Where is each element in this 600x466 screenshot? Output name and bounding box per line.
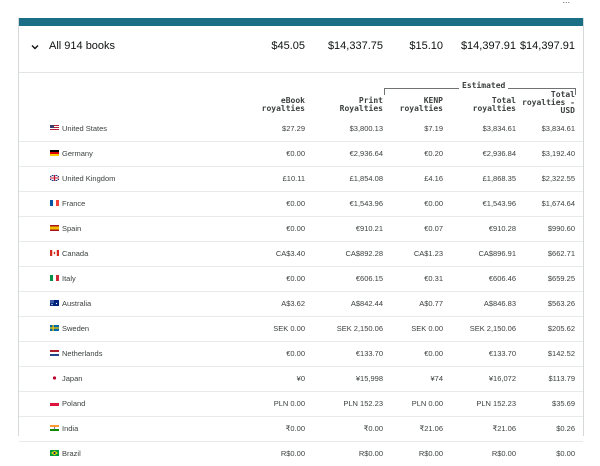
- print-cell: PLN 152.23: [343, 399, 383, 408]
- print-cell: ¥15,998: [355, 374, 383, 383]
- print-cell: CA$892.28: [345, 249, 383, 258]
- country-name: Spain: [62, 224, 82, 233]
- print-cell: R$0.00: [358, 449, 383, 458]
- ebook-cell: ¥0: [296, 374, 305, 383]
- usd-cell: $1,674.64: [541, 199, 575, 208]
- top-strip: [0, 0, 600, 12]
- country-name: Canada: [62, 249, 89, 258]
- table-row: [19, 217, 583, 242]
- header-print-royalties[interactable]: Print Royalties: [339, 96, 383, 113]
- kenp-cell: £4.16: [424, 174, 443, 183]
- summary-ebook-royalties: $45.05: [271, 40, 305, 52]
- chevron-down-icon[interactable]: [31, 43, 39, 51]
- usd-cell: $2,322.55: [541, 174, 575, 183]
- italy-flag-icon: [50, 275, 59, 281]
- table-row: [19, 267, 583, 292]
- total-cell: ₹21.06: [492, 424, 516, 433]
- kenp-cell: R$0.00: [418, 449, 443, 458]
- summary-total-usd: $14,397.91: [519, 40, 575, 52]
- table-row: [19, 417, 583, 442]
- country-name: Poland: [62, 399, 86, 408]
- header-ebook-royalties[interactable]: eBook royalties: [261, 96, 305, 113]
- table-row: [19, 142, 583, 167]
- ebook-cell: PLN 0.00: [273, 399, 305, 408]
- uk-flag-icon: [50, 175, 59, 181]
- canada-flag-icon: [50, 250, 59, 256]
- table-row: [19, 317, 583, 342]
- usd-cell: $990.60: [547, 224, 575, 233]
- us-flag-icon: [50, 125, 59, 131]
- summary-total-royalties: $14,397.91: [460, 40, 516, 52]
- header-total-royalties-usd[interactable]: Total royalties - USD: [522, 90, 575, 115]
- kenp-cell: $7.19: [424, 124, 443, 133]
- kenp-cell: CA$1.23: [413, 249, 443, 258]
- summary-kenp-royalties: $15.10: [409, 40, 443, 52]
- panel-accent-bar: [19, 18, 583, 26]
- table-row: [19, 292, 583, 317]
- table-row: [19, 367, 583, 392]
- total-cell: $3,834.61: [482, 124, 516, 133]
- table-row: [19, 342, 583, 367]
- kenp-cell: SEK 0.00: [411, 324, 443, 333]
- table-row: [19, 117, 583, 142]
- total-cell: CA$896.91: [478, 249, 516, 258]
- summary-title: All 914 books: [49, 40, 116, 52]
- kenp-cell: €0.00: [424, 199, 443, 208]
- country-name: Brazil: [62, 449, 81, 458]
- india-flag-icon: [50, 425, 59, 431]
- country-name: Japan: [62, 374, 83, 383]
- ebook-cell: €0.00: [286, 349, 305, 358]
- ebook-cell: R$0.00: [280, 449, 305, 458]
- country-name: India: [62, 424, 79, 433]
- ebook-cell: SEK 0.00: [273, 324, 305, 333]
- poland-flag-icon: [50, 400, 59, 406]
- france-flag-icon: [50, 200, 59, 206]
- country-name: Netherlands: [62, 349, 103, 358]
- table-row: [19, 392, 583, 417]
- ebook-cell: €0.00: [286, 199, 305, 208]
- table-row: [19, 242, 583, 267]
- estimated-label: Estimated: [459, 81, 508, 90]
- print-cell: €1,543.96: [349, 199, 383, 208]
- ebook-cell: A$3.62: [281, 299, 305, 308]
- print-cell: $3,800.13: [349, 124, 383, 133]
- table-row: [19, 192, 583, 217]
- ebook-cell: CA$3.40: [275, 249, 305, 258]
- print-cell: A$842.44: [350, 299, 383, 308]
- japan-flag-icon: [50, 375, 59, 381]
- usd-cell: $205.62: [547, 324, 575, 333]
- print-cell: €910.21: [355, 224, 383, 233]
- country-name: Germany: [62, 149, 93, 158]
- kenp-cell: €0.07: [424, 224, 443, 233]
- total-cell: R$0.00: [491, 449, 516, 458]
- country-name: France: [62, 199, 86, 208]
- total-cell: €2,936.84: [482, 149, 516, 158]
- germany-flag-icon: [50, 150, 59, 156]
- ebook-cell: €0.00: [286, 149, 305, 158]
- usd-cell: $659.25: [547, 274, 575, 283]
- usd-cell: $662.71: [547, 249, 575, 258]
- total-cell: £1,868.35: [482, 174, 516, 183]
- usd-cell: $563.26: [547, 299, 575, 308]
- ebook-cell: £10.11: [282, 174, 305, 183]
- kenp-cell: PLN 0.00: [411, 399, 443, 408]
- royalties-panel: [18, 18, 584, 458]
- table-row: [19, 167, 583, 192]
- country-name: Italy: [62, 274, 76, 283]
- total-cell: €606.46: [488, 274, 516, 283]
- usd-cell: $3,192.40: [541, 149, 575, 158]
- brazil-flag-icon: [50, 450, 59, 456]
- total-cell: €1,543.96: [482, 199, 516, 208]
- country-name: Sweden: [62, 324, 90, 333]
- total-cell: A$846.83: [483, 299, 516, 308]
- top-fragment-text: ...: [562, 0, 570, 5]
- print-cell: ₹0.00: [363, 424, 383, 433]
- ebook-cell: ₹0.00: [285, 424, 305, 433]
- total-cell: PLN 152.23: [476, 399, 516, 408]
- australia-flag-icon: [50, 300, 59, 306]
- netherlands-flag-icon: [50, 350, 59, 356]
- kenp-cell: €0.00: [424, 349, 443, 358]
- total-cell: SEK 2,150.06: [469, 324, 516, 333]
- total-cell: €910.28: [488, 224, 516, 233]
- header-kenp-royalties[interactable]: KENP royalties: [399, 96, 443, 113]
- ebook-cell: $27.29: [282, 124, 305, 133]
- usd-cell: $0.26: [556, 424, 575, 433]
- print-cell: £1,854.08: [349, 174, 383, 183]
- kenp-cell: €0.31: [424, 274, 443, 283]
- print-cell: SEK 2,150.06: [336, 324, 383, 333]
- total-cell: €133.70: [488, 349, 516, 358]
- usd-cell: $0.00: [556, 449, 575, 458]
- kenp-cell: €0.20: [424, 149, 443, 158]
- usd-cell: $113.79: [548, 374, 575, 383]
- country-name: Australia: [62, 299, 92, 308]
- usd-cell: $35.69: [552, 399, 575, 408]
- kenp-cell: A$0.77: [419, 299, 443, 308]
- kenp-cell: ₹21.06: [419, 424, 443, 433]
- print-cell: €606.15: [355, 274, 383, 283]
- country-name: United Kingdom: [62, 174, 116, 183]
- total-cell: ¥16,072: [488, 374, 516, 383]
- ebook-cell: €0.00: [286, 274, 305, 283]
- sweden-flag-icon: [50, 325, 59, 331]
- ebook-cell: €0.00: [286, 224, 305, 233]
- spain-flag-icon: [50, 225, 59, 231]
- summary-print-royalties: $14,337.75: [327, 40, 383, 52]
- usd-cell: $142.52: [547, 349, 575, 358]
- kenp-cell: ¥74: [430, 374, 443, 383]
- country-name: United States: [62, 124, 108, 133]
- print-cell: €133.70: [355, 349, 383, 358]
- table-row: [19, 442, 583, 466]
- print-cell: €2,936.64: [349, 149, 383, 158]
- header-total-royalties[interactable]: Total royalties: [472, 96, 516, 113]
- usd-cell: $3,834.61: [541, 124, 575, 133]
- summary-row[interactable]: [19, 26, 583, 73]
- country-rows: [19, 117, 583, 466]
